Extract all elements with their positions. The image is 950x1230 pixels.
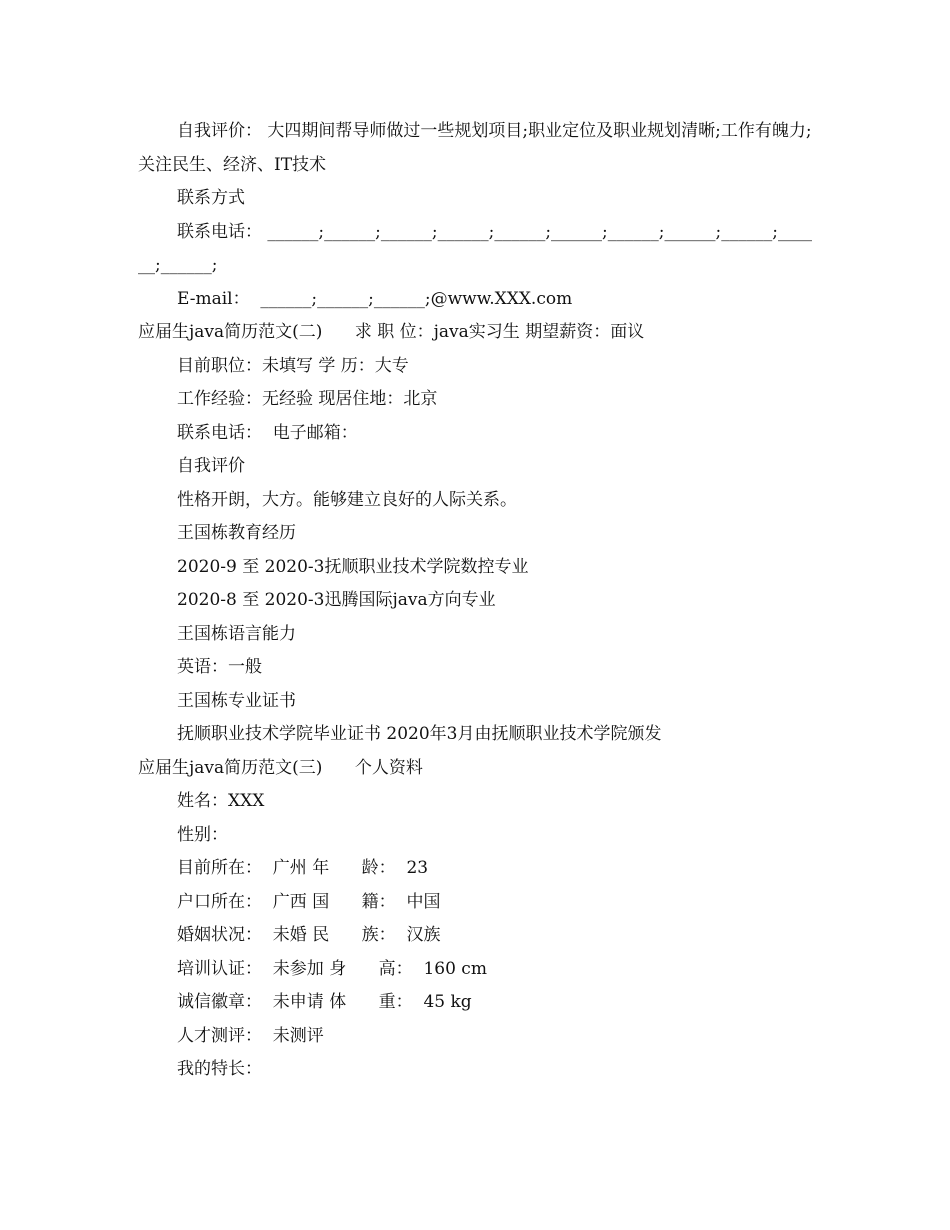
work-experience-line: 工作经验：无经验 现居住地：北京 — [177, 389, 438, 409]
training-height-line: 培训认证： 未参加 身 高： 160 cm — [177, 958, 487, 979]
certificate-entry: 抚顺职业技术学院毕业证书 2020年3月由抚顺职业技术学院颁发 — [177, 724, 662, 744]
language-entry: 英语：一般 — [177, 657, 262, 677]
self-evaluation-heading: 自我评价 — [177, 456, 245, 476]
name-line: 姓名：XXX — [177, 791, 265, 811]
location-age-line: 目前所在： 广州 年 龄： 23 — [177, 858, 429, 878]
personality-line: 性格开朗，大方。能够建立良好的人际关系。 — [177, 489, 517, 510]
badge-weight-line: 诚信徽章： 未申请 体 重： 45 kg — [177, 992, 472, 1012]
resume-sample-three-heading: 应届生java简历范文(三) 个人资料 — [138, 757, 423, 778]
contact-phone-line: 联系电话： ______;______;______;______;______;______;______;______;______;______;______; — [138, 221, 812, 275]
education-entry: 2020-8 至 2020-3迅腾国际java方向专业 — [177, 590, 496, 610]
current-position-line: 目前职位：未填写 学 历：大专 — [177, 355, 409, 376]
education-entry: 2020-9 至 2020-3抚顺职业技术学院数控专业 — [177, 556, 529, 577]
email-line: E-mail： ______;______;______;@www.XXX.com — [177, 288, 573, 309]
language-heading: 王国栋语言能力 — [177, 623, 296, 644]
marital-ethnicity-line: 婚姻状况： 未婚 民 族： 汉族 — [177, 925, 441, 945]
specialty-line: 我的特长： — [177, 1059, 262, 1079]
resume-sample-two-heading: 应届生java简历范文(二) 求 职 位：java实习生 期望薪资：面议 — [138, 322, 645, 342]
self-evaluation-line: 自我评价： 大四期间帮导师做过一些规划项目;职业定位及职业规划清晰;工作有魄力;关注民生、经济、IT技术 — [138, 121, 812, 175]
certificate-heading: 王国栋专业证书 — [177, 690, 296, 711]
talent-assessment-line: 人才测评： 未测评 — [177, 1025, 324, 1046]
contact-email-line: 联系电话： 电子邮箱： — [177, 422, 358, 443]
education-heading: 王国栋教育经历 — [177, 523, 296, 543]
document-body — [138, 115, 818, 1087]
contact-heading: 联系方式 — [177, 188, 245, 208]
hukou-nationality-line: 户口所在： 广西 国 籍： 中国 — [177, 891, 441, 912]
gender-line: 性别： — [177, 824, 228, 845]
